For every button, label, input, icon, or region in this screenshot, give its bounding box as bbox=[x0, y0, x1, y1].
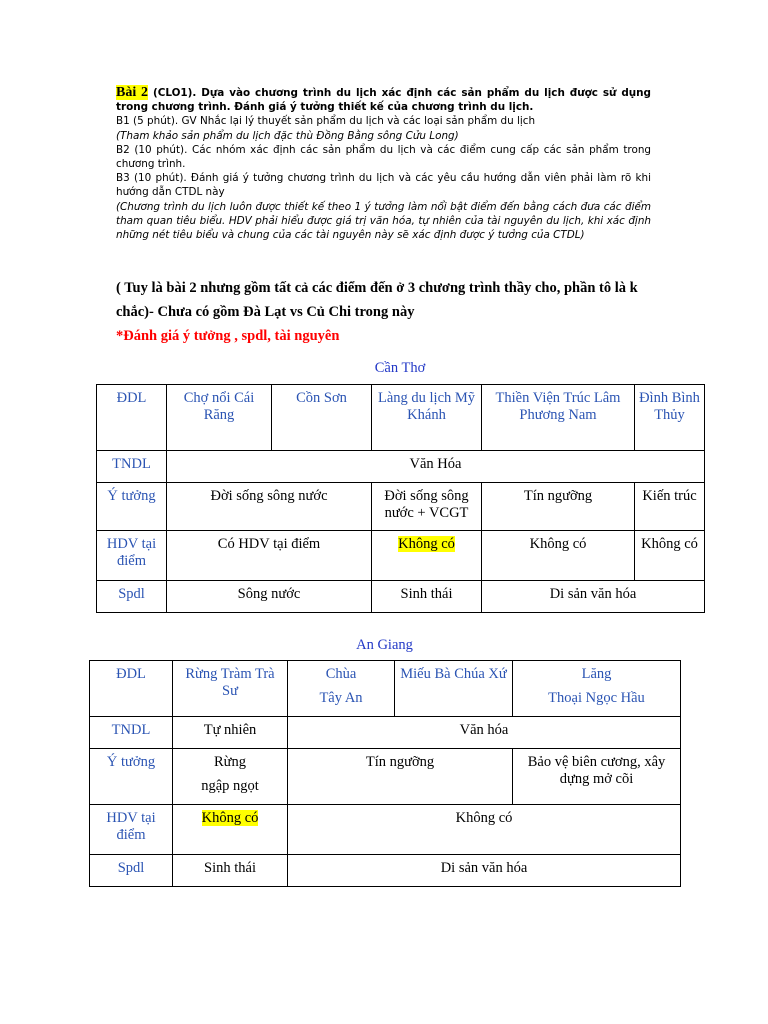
row-label-y-tuong: Ý tưởng bbox=[90, 749, 173, 805]
step-b3-note: (Chương trình du lịch luôn được thiết kế theo 1 ý tưởng làm nổi bật điểm đến bằng cách đưa các điểm tham quan tiêu biểu. HDV phải hiểu được giá trị văn hóa, tự nhiên của tài nguyên du lịch, khi xác định những nét tiêu biểu và chung của các tài nguyên này sẽ xác định được ý tưởng của CTDL) bbox=[116, 200, 651, 242]
row-label-spdl: Spdl bbox=[90, 855, 173, 887]
row-label-spdl: Spdl bbox=[97, 581, 167, 613]
note-line-2: *Đánh giá ý tưởng , spdl, tài nguyên bbox=[116, 328, 340, 344]
table-cell: Văn hóa bbox=[288, 717, 681, 749]
step-b3: B3 (10 phút). Đánh giá ý tưởng chương trình du lịch và các yêu cầu hướng dẫn viên phải làm rõ khi hướng dẫn CTDL này bbox=[116, 172, 651, 199]
table-cell: Không có bbox=[635, 531, 705, 581]
table-row bbox=[97, 531, 705, 581]
table-cell: Sinh thái bbox=[173, 855, 288, 887]
exercise-label: Bài 2 bbox=[116, 85, 149, 100]
table-cell: Kiến trúc bbox=[635, 483, 705, 531]
note-line-1: ( Tuy là bài 2 nhưng gồm tất cả các điểm đến ở 3 chương trình thầy cho, phần tô là k chắc)- Chưa có gồm Đà Lạt vs Củ Chi trong này bbox=[116, 280, 638, 320]
row-label-ddl: ĐDL bbox=[90, 661, 173, 717]
cell-line: Tây An bbox=[319, 690, 363, 706]
table-cell: Không có bbox=[288, 805, 681, 855]
exercise-heading-text: (CLO1). Dựa vào chương trình du lịch xác định các sản phẩm du lịch được sử dụng trong chương trình. Đánh giá ý tưởng thiết kế của chương trình du lịch. bbox=[116, 87, 651, 114]
table-cell bbox=[513, 661, 681, 717]
table-cell bbox=[173, 749, 288, 805]
table-row bbox=[90, 717, 681, 749]
table-row bbox=[97, 451, 705, 483]
table-row bbox=[97, 483, 705, 531]
table-cell: Không có bbox=[482, 531, 635, 581]
table-cell bbox=[288, 661, 395, 717]
can-tho-table bbox=[96, 384, 705, 613]
step-b2: B2 (10 phút). Các nhóm xác định các sản phẩm du lịch và các điểm cung cấp các sản phẩm trong chương trình. bbox=[116, 143, 651, 171]
cell-line: Chùa bbox=[325, 666, 357, 682]
table-cell: Có HDV tại điểm bbox=[167, 531, 372, 581]
exercise-intro bbox=[116, 86, 651, 242]
highlighted-value: Không có bbox=[201, 810, 259, 826]
cell-line: Lăng bbox=[581, 666, 612, 682]
table-cell: Văn Hóa bbox=[167, 451, 705, 483]
row-label-tndl: TNDL bbox=[97, 451, 167, 483]
student-note bbox=[116, 276, 656, 348]
step-b1-note: (Tham khảo sản phẩm du lịch đặc thù Đồng Bằng sông Cửu Long) bbox=[116, 129, 459, 142]
table-cell: Sinh thái bbox=[372, 581, 482, 613]
cell-line: Rừng bbox=[213, 754, 247, 770]
table-row bbox=[90, 855, 681, 887]
table-cell: Tín ngưỡng bbox=[482, 483, 635, 531]
row-label-hdv: HDV tại điểm bbox=[97, 531, 167, 581]
table-cell: Di sản văn hóa bbox=[288, 855, 681, 887]
table-cell: Tín ngưỡng bbox=[288, 749, 513, 805]
cell-line: ngập ngọt bbox=[201, 778, 259, 794]
table-row bbox=[97, 581, 705, 613]
table-cell: Cồn Sơn bbox=[272, 385, 372, 451]
table-cell: Miếu Bà Chúa Xứ bbox=[395, 661, 513, 717]
table-cell: Bảo vệ biên cương, xây dựng mở cõi bbox=[513, 749, 681, 805]
table-cell: Thiền Viện Trúc Lâm Phương Nam bbox=[482, 385, 635, 451]
cell-line: Thoại Ngọc Hầu bbox=[548, 690, 645, 706]
table-cell: Chợ nổi Cái Răng bbox=[167, 385, 272, 451]
table-cell: Tự nhiên bbox=[173, 717, 288, 749]
section-title-an-giang: An Giang bbox=[356, 637, 413, 653]
row-label-hdv: HDV tại điểm bbox=[90, 805, 173, 855]
table-cell bbox=[372, 531, 482, 581]
table-cell: Rừng Tràm Trà Sư bbox=[173, 661, 288, 717]
table-cell: Đời sống sông nước + VCGT bbox=[372, 483, 482, 531]
row-label-y-tuong: Ý tưởng bbox=[97, 483, 167, 531]
table-row bbox=[97, 385, 705, 451]
row-label-tndl: TNDL bbox=[90, 717, 173, 749]
table-row bbox=[90, 749, 681, 805]
table-cell bbox=[173, 805, 288, 855]
table-cell: Sông nước bbox=[167, 581, 372, 613]
table-cell: Đời sống sông nước bbox=[167, 483, 372, 531]
table-row bbox=[90, 805, 681, 855]
section-title-can-tho: Cần Thơ bbox=[374, 360, 426, 376]
table-row bbox=[90, 661, 681, 717]
highlighted-value: Không có bbox=[398, 536, 455, 552]
an-giang-table bbox=[89, 660, 681, 887]
exercise-heading bbox=[116, 86, 651, 114]
table-cell: Đình Bình Thủy bbox=[635, 385, 705, 451]
step-b1: B1 (5 phút). GV Nhắc lại lý thuyết sản phẩm du lịch và các loại sản phẩm du lịch bbox=[116, 115, 536, 128]
table-cell: Làng du lịch Mỹ Khánh bbox=[372, 385, 482, 451]
row-label-ddl: ĐDL bbox=[97, 385, 167, 451]
table-cell: Di sản văn hóa bbox=[482, 581, 705, 613]
